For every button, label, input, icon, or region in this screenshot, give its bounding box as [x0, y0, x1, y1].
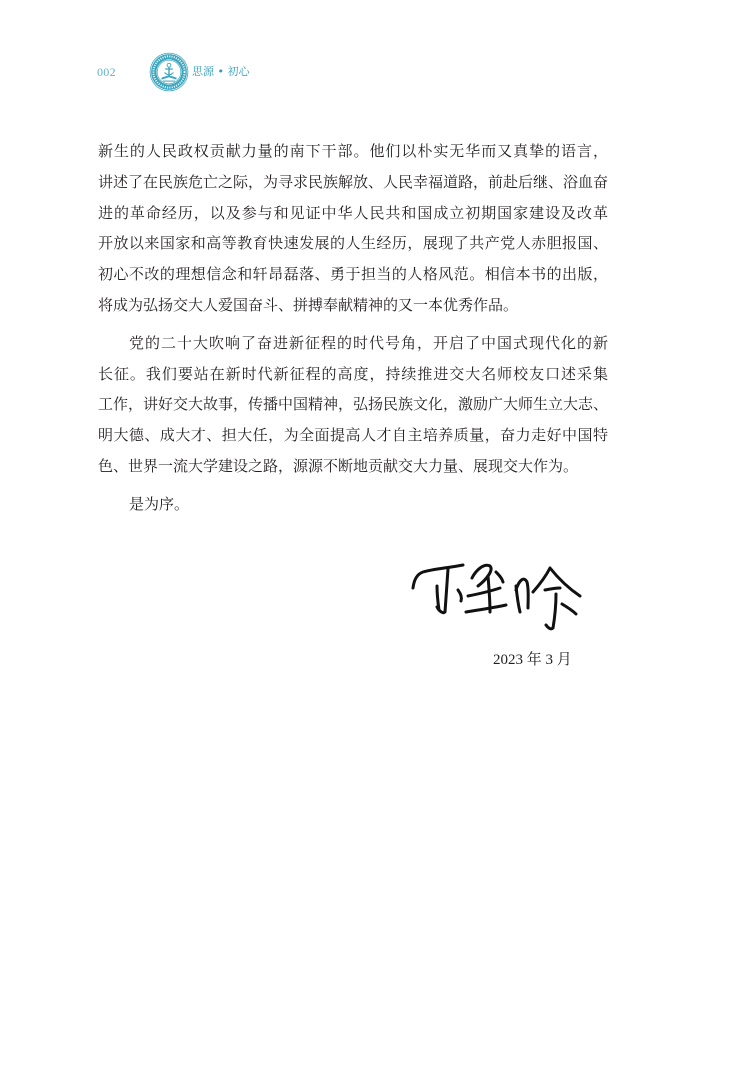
text-line: 工作，讲好交大故事，传播中国精神，弘扬民族文化，激励广大师生立大志、 [98, 395, 609, 414]
signature-image [405, 550, 590, 635]
paragraph [98, 328, 608, 482]
text-line: 明大德、成大才、担大任，为全面提高人才自主培养质量，奋力走好中国特 [98, 426, 608, 445]
running-title: 思源 • 初心 [192, 65, 250, 78]
text-line: 新生的人民政权贡献力量的南下干部。他们以朴实无华而又真挚的语言， [98, 142, 608, 160]
text-line: 是为序。 [129, 494, 190, 513]
paragraph [98, 136, 608, 321]
body-text [98, 136, 608, 520]
text-line: 讲述了在民族危亡之际，为寻求民族解放、人民幸福道路，前赴后继、浴血奋 [98, 172, 609, 191]
text-line: 初心不改的理想信念和轩昂磊落、勇于担当的人格风范。相信本书的出版， [98, 265, 608, 284]
university-seal-icon [149, 52, 189, 92]
text-line: 党的二十大吹响了奋进新征程的时代号角，开启了中国式现代化的新 [129, 333, 608, 352]
text-line: 进的革命经历，以及参与和见证中华人民共和国成立初期国家建设及改革 [98, 203, 608, 222]
date-line: 2023 年 3 月 [493, 652, 572, 668]
text-line: 将成为弘扬交大人爱国奋斗、拼搏奉献精神的又一本优秀作品。 [98, 295, 519, 314]
paragraph [98, 489, 608, 520]
page-number: 002 [97, 65, 116, 79]
text-line: 长征。我们要站在新时代新征程的高度，持续推进交大名师校友口述采集 [98, 364, 608, 383]
text-line: 开放以来国家和高等教育快速发展的人生经历，展现了共产党人赤胆报国、 [98, 234, 608, 253]
text-line: 色、世界一流大学建设之路，源源不断地贡献交大力量、展现交大作为。 [98, 456, 579, 475]
